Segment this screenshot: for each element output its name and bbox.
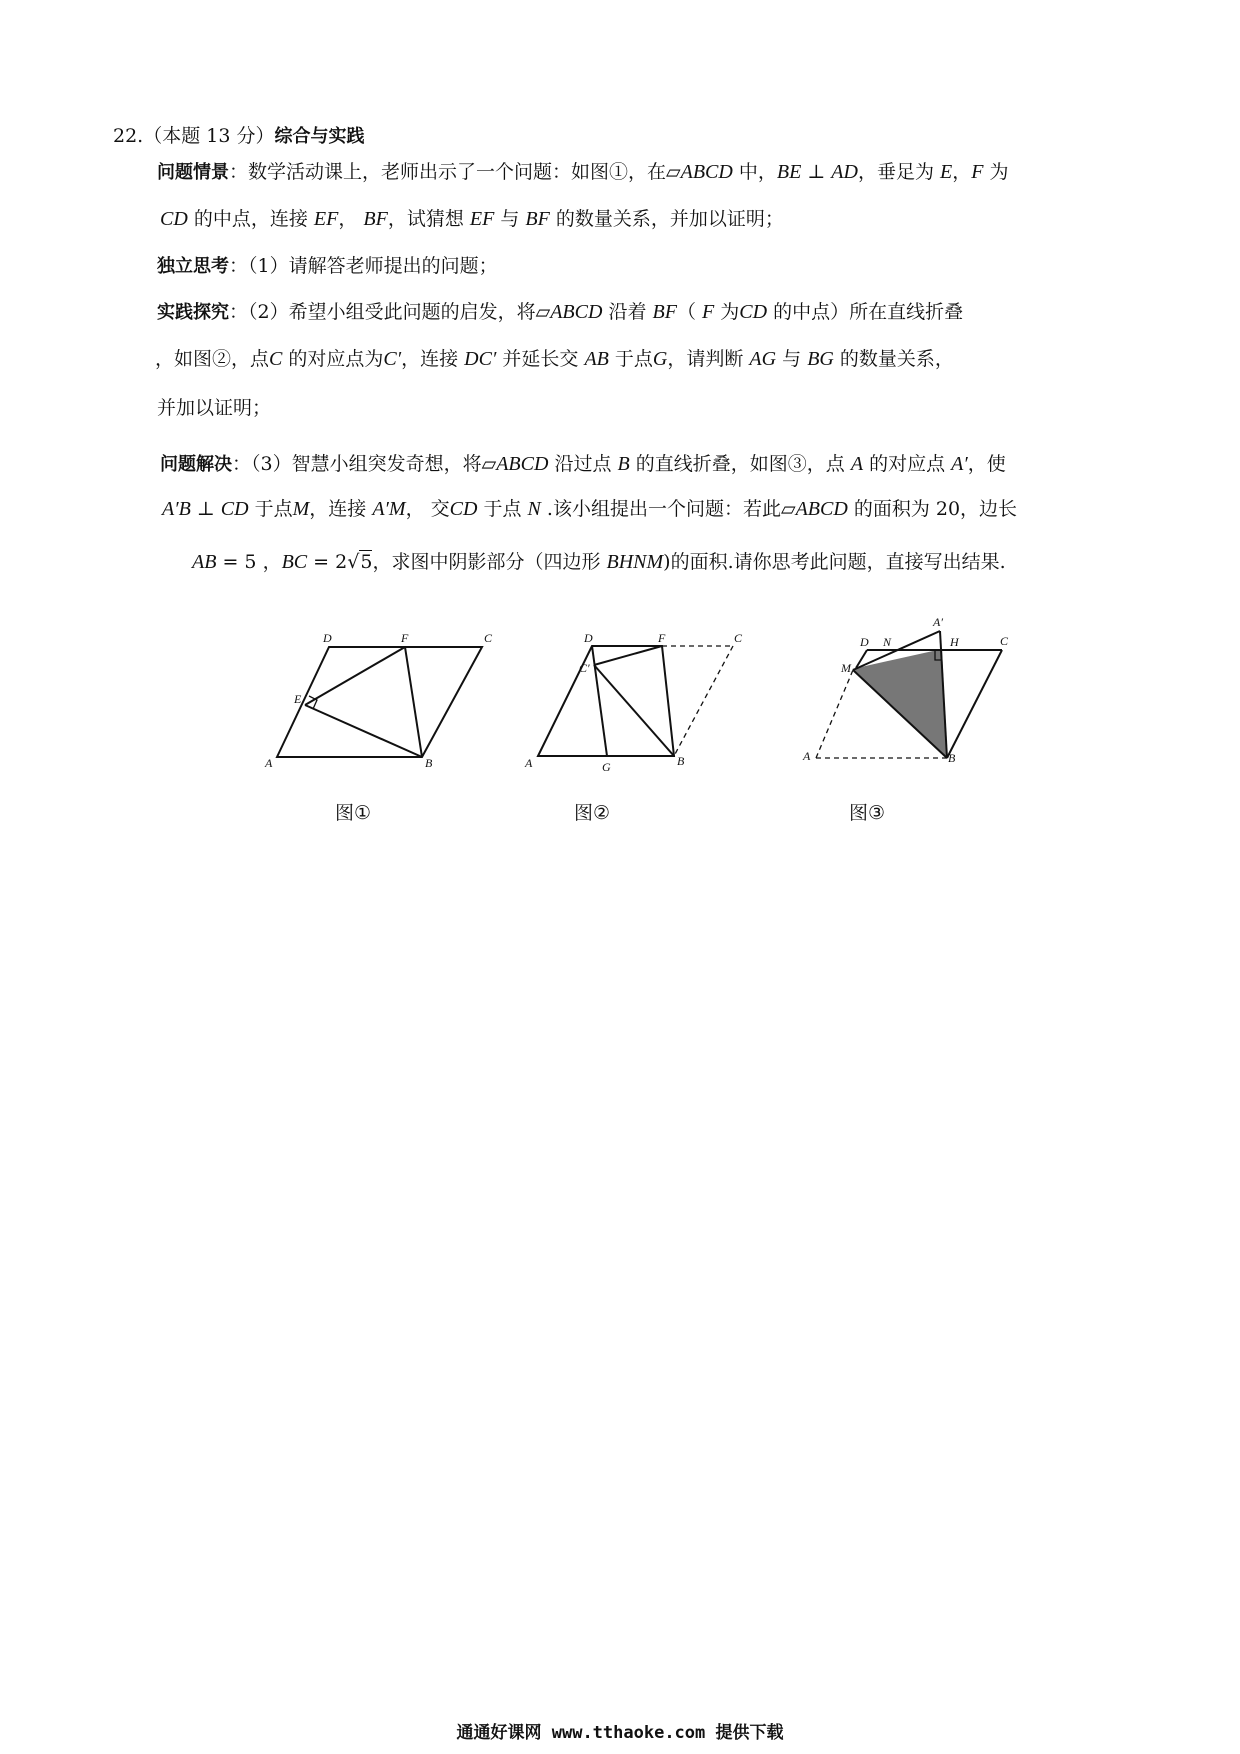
text: ，如图②，点 [155,348,270,370]
label-f: F [401,631,409,645]
label-a: A [265,756,273,770]
text-line-3 [157,253,498,280]
text: 于点 [608,348,653,370]
section-label-thinking: 独立思考 [157,256,229,277]
math: BF [525,208,550,230]
problem-heading [113,123,364,150]
text: = 2 [307,551,348,573]
segment-fc-prime [594,646,662,665]
text: 为 [983,161,1009,183]
label-b: B [948,751,956,765]
label-n: N [883,635,892,649]
dashed-cb [674,646,733,756]
label-d: D [860,635,869,649]
segment-fb [405,647,422,757]
math: CD [739,301,768,323]
text: 的对应点 [863,453,952,475]
math: AB [584,348,609,370]
label-b: B [677,754,685,768]
text: ，连接 [401,348,465,370]
text: ，请判断 [667,348,750,370]
math: BF [652,301,677,323]
text: 沿着 [602,301,653,323]
text: 的对应点为 [282,348,384,370]
math: CD [220,498,249,520]
caption-figure-3: 图③ [849,802,886,824]
math: ABCD [550,301,603,323]
math: ABCD [680,161,733,183]
label-h: H [950,635,959,649]
text: 的数量关系，并加以证明； [549,208,784,230]
label-f: F [658,631,666,645]
text: ：数学活动课上，老师出示了一个问题：如图①，在▱ [229,161,681,183]
text: 与 [494,208,526,230]
math: ABCD [795,498,848,520]
label-d: D [584,631,593,645]
math: G [652,348,668,370]
segment-cb [947,650,1002,758]
text-line-7 [160,451,1006,478]
text: 并加以证明； [157,397,272,419]
label-e: E [294,692,302,706]
text: ：（2）希望小组受此问题的启发，将▱ [229,301,551,323]
dashed-am [816,670,853,758]
figure-3 [790,610,1030,765]
text: 为 [714,301,740,323]
text: ：（1）请解答老师提出的问题； [229,255,498,277]
text: 的直线折叠，如图③，点 [629,453,851,475]
math: M [292,498,310,520]
label-m: M [841,661,851,675]
text: ，连接 [309,498,373,520]
math: AD [831,161,858,183]
text: ， [952,161,972,183]
text-line-9 [192,549,1006,575]
text: （ [676,301,702,323]
caption-figure-2: 图② [574,802,611,824]
math: EF [313,208,339,230]
math: BG [807,348,834,370]
sqrt-symbol: √ [347,551,360,573]
text: ，试猜想 [387,208,470,230]
label-b: B [425,756,433,770]
label-d: D [323,631,332,645]
text-line-6 [157,395,271,421]
math: ABCD [496,453,549,475]
text: 并延长交 [496,348,585,370]
math: A′ [951,453,968,475]
text: 于点 [248,498,293,520]
problem-score: （本题 13 分） [143,125,275,147]
problem-number: 22. [113,125,144,147]
text: ， [338,208,364,230]
label-c: C [1000,634,1009,648]
math: AB [192,551,217,573]
text-line-2 [160,206,784,232]
math: BF [363,208,388,230]
text: ⊥ [801,161,832,183]
text-line-8 [162,496,1017,522]
text: = 5 ， [216,551,282,573]
math: AG [749,348,777,370]
math: BC [281,551,308,573]
math: DC′ [464,348,497,370]
caption-figure-1: 图① [335,802,372,824]
text-line-1 [157,159,1009,186]
sqrt-radicand: 5 [360,551,373,573]
text: .该小组提出一个问题：若此▱ [540,498,796,520]
math: EF [469,208,495,230]
figure-1 [265,630,505,770]
label-g: G [602,760,611,774]
text: ，使 [967,453,1006,475]
label-a-prime: A′ [933,615,943,629]
label-c: C [484,631,493,645]
segment-ef [305,647,405,705]
parallelogram-abcd [277,647,482,757]
math: F [971,161,984,183]
section-label-solution: 问题解决 [160,454,232,475]
label-c: C [734,631,743,645]
math: BE [776,161,802,183]
text-line-5 [155,346,954,372]
figure-2 [520,630,760,774]
text: ， 交 [405,498,450,520]
label-a: A [525,756,533,770]
math: F [702,301,715,323]
text: ⊥ [190,498,221,520]
problem-title: 综合与实践 [274,126,365,147]
text: 的中点，连接 [187,208,314,230]
shaded-region-bhnm [852,649,947,758]
text: ，垂足为 [857,161,940,183]
math: A [850,453,864,475]
math: E [940,161,953,183]
section-label-scenario: 问题情景 [157,162,229,183]
section-label-practice: 实践探究 [157,302,229,323]
math: BHNM [606,551,664,573]
text: 与 [776,348,808,370]
math: N [527,498,541,520]
math: C [269,348,283,370]
text: 于点 [477,498,528,520]
segment-eb [305,705,422,757]
math: B [617,453,630,475]
label-c-prime: C′ [579,661,590,675]
text: 中， [732,161,777,183]
math: C′ [383,348,402,370]
text-line-4 [157,299,963,326]
text: )的面积.请你思考此问题，直接写出结果. [663,551,1006,573]
math: CD [160,208,188,230]
text: 沿过点 [548,453,618,475]
math: A′B [162,498,191,520]
math: A′M [372,498,406,520]
label-a: A [803,749,811,763]
text: 的数量关系， [833,348,954,370]
math: CD [449,498,478,520]
text: ，求图中阴影部分（四边形 [372,551,607,573]
text: 的中点）所在直线折叠 [767,301,964,323]
page-footer: 通通好课网 www.tthaoke.com 提供下载 [456,1723,784,1743]
text: ：（3）智慧小组突发奇想，将▱ [232,453,497,475]
text: 的面积为 20，边长 [847,498,1018,520]
